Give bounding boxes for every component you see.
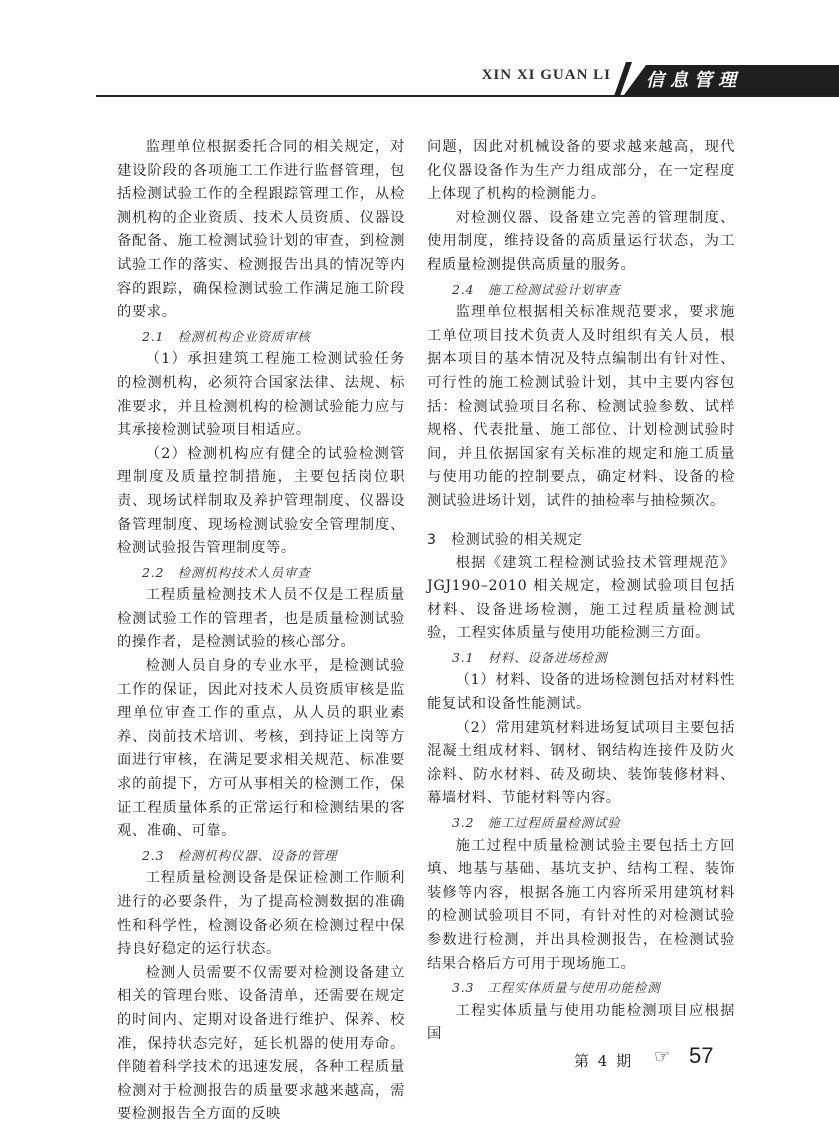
subsection-heading: 3.1 材料、设备进场检测 — [452, 649, 608, 665]
paragraph: （1）承担建筑工程施工检测试验任务的检测机构，必须符合国家法律、法规、标准要求，并且检测机构的检测试验能力应与其承接检测试验项目相适应。 — [117, 351, 405, 439]
issue-number: 第 4 期 — [574, 1052, 634, 1070]
subsection-heading: 3.2 施工过程质量检测试验 — [452, 815, 621, 831]
right-column — [427, 136, 735, 1047]
paragraph: 检测人员需要不仅需要对检测设备建立相关的管理台账、设备清单，还需要在规定的时间内、定期对设备进行维护、保养、校准，保持状态完好，延长机器的使用寿命。伴随着科学技术的迅速发展，各种工程质量检测对于检测报告的质量要求越来越高，需要检测报告全方面的反映 — [117, 964, 405, 1123]
paragraph: 工程实体质量与使用功能检测项目应根据国 — [427, 1002, 735, 1043]
header-rule — [96, 95, 839, 97]
section-heading: 3 检测试验的相关规定 — [427, 531, 583, 548]
header-badge-text: 信息管理 — [646, 70, 742, 91]
subsection-heading: 3.3 工程实体质量与使用功能检测 — [452, 980, 661, 996]
paragraph: 对检测仪器、设备建立完善的管理制度、使用制度，维持设备的高质量运行状态，为工程质量检测提供高质量的服务。 — [427, 209, 735, 273]
pointing-hand-icon: ☞ — [654, 1046, 671, 1067]
paragraph: 施工过程中质量检测试验主要包括土方回填、地基与基础、基坑支护、结构工程、装饰装修等内容，根据各施工内容所采用建筑材料的检测试验项目不同，有针对性的对检测试验参数进行检测，并出具检测报告，在检测试验结果合格后方可用于现场施工。 — [427, 837, 735, 972]
header-latin-title: XIN XI GUAN LI — [481, 67, 611, 83]
paragraph: 检测人员自身的专业水平，是检测试验工作的保证，因此对技术人员资质审核是监理单位审查工作的重点，从人员的职业素养、岗前技术培训、考核，到持证上岗等方面进行审核，在满足要求相关规范、标准要求的前提下，方可从事相关的检测工作，保证工程质量体系的正常运行和检测结果的客观、准确、可靠。 — [117, 658, 405, 840]
paragraph: 监理单位根据相关标准规范要求，要求施工单位项目技术负责人及时组织有关人员，根据本项目的基本情况及特点编制出有针对性、可行性的施工检测试验计划，其中主要内容包括：检测试验项目名称、检测试验参数、试样规格、代表批量、施工部位、计划检测试验时间，并且依据国家有关标准的规定和施工质量与使用功能的控制要点，确定材料、设备的检测试验进场计划，试件的抽检率与抽检频次。 — [427, 304, 735, 509]
paragraph: 工程质量检测设备是保证检测工作顺利进行的必要条件，为了提高检测数据的准确性和科学性，检测设备必须在检测过程中保持良好稳定的运行状态。 — [117, 870, 405, 958]
subsection-heading: 2.4 施工检测试验计划审查 — [452, 281, 621, 297]
paragraph: 监理单位根据委托合同的相关规定，对建设阶段的各项施工工作进行监督管理，包括检测试验工作的全程跟踪管理工作，从检测机构的企业资质、技术人员资质、仪器设备配备、施工检测试验计划的审查，到检测试验工作的落实、检测报告出具的情况等内容的跟踪，确保检测试验工作满足施工阶段的要求。 — [117, 139, 405, 321]
left-column — [117, 136, 405, 1127]
page-number: 57 — [689, 1043, 714, 1068]
paragraph: （1）材料、设备的进场检测包括对材料性能复试和设备性能测试。 — [427, 672, 735, 713]
paragraph: （2）检测机构应有健全的试验检测管理制度及质量控制措施，主要包括岗位职责、现场试样制取及养护管理制度、仪器设备管理制度、现场检测试验安全管理制度、检测试验报告管理制度等。 — [117, 445, 405, 557]
subsection-heading: 2.2 检测机构技术人员审查 — [142, 564, 311, 580]
subsection-heading: 2.3 检测机构仪器、设备的管理 — [142, 847, 338, 863]
paragraph: （2）常用建筑材料进场复试项目主要包括混凝土组成材料、钢材、钢结构连接件及防火涂料、防水材料、砖及砌块、装饰装修材料、幕墙材料、节能材料等内容。 — [427, 719, 735, 807]
paragraph: 根据《建筑工程检测试验技术管理规范》JGJ190–2010 相关规定，检测试验项目包括材料、设备进场检测，施工过程质量检测试验，工程实体质量与使用功能检测三方面。 — [427, 554, 735, 642]
subsection-heading: 2.1 检测机构企业资质审核 — [142, 328, 311, 344]
paragraph: 工程质量检测技术人员不仅是工程质量检测试验工作的管理者，也是质量检测试验的操作者，是检测试验的核心部分。 — [117, 587, 405, 651]
paragraph: 问题，因此对机械设备的要求越来越高，现代化仪器设备作为生产力组成部分，在一定程度上体现了机构的检测能力。 — [427, 139, 735, 203]
